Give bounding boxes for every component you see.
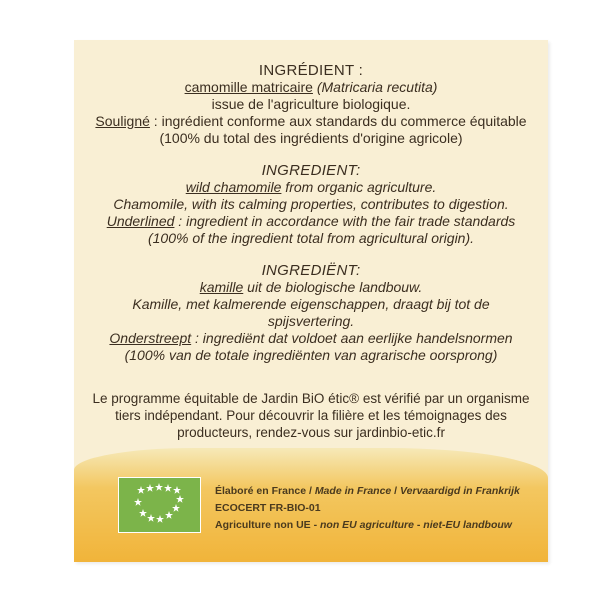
heading-fr: INGRÉDIENT : — [258, 62, 364, 79]
ingredient-line-nl — [74, 279, 548, 296]
ingredient-line-fr — [74, 79, 548, 96]
fair-trade-info — [74, 390, 548, 441]
ingredient-underlined-en: wild chamomile — [185, 179, 282, 195]
dash-1: - — [310, 519, 321, 531]
made-in-fr: Élaboré en France — [215, 485, 307, 497]
ingredient-underlined-fr: camomille matricaire — [184, 79, 313, 95]
made-in-nl: Vervaardigd in Frankrijk — [400, 485, 520, 497]
note-line-fr — [74, 113, 548, 130]
origin-fr: issue de l'agriculture biologique. — [211, 96, 411, 112]
percent-en: (100% of the ingredient total from agricultural origin). — [147, 230, 475, 246]
eu-organic-leaf-logo-icon — [118, 477, 201, 533]
benefit-en: Chamomile, with its calming properties, contributes to digestion. — [113, 196, 509, 212]
note-label-nl: Onderstreept — [109, 330, 192, 346]
made-in-line — [215, 483, 520, 500]
percent-nl: (100% van de totale ingrediënten van agrarische oorsprong) — [124, 347, 498, 363]
note-label-en: Underlined — [106, 213, 175, 229]
leaf-stars — [134, 483, 184, 523]
note-line-nl — [74, 330, 548, 347]
ingredient-block-fr — [74, 62, 548, 147]
info-line-2: tiers indépendant. Pour découvrir la filière et les témoignages des — [115, 408, 507, 423]
ingredient-block-en — [74, 162, 548, 247]
eu-leaf-stars-icon — [119, 478, 199, 531]
agri-fr: Agriculture non UE — [215, 519, 311, 531]
eu-organic-info — [215, 483, 520, 534]
agri-en: non EU agriculture — [320, 519, 414, 531]
info-line-1: Le programme équitable de Jardin BiO étic® est vérifié par un organisme — [92, 391, 530, 406]
made-in-en: Made in France — [314, 485, 392, 497]
ingredient-block-nl — [74, 262, 548, 364]
dash-2: - — [413, 519, 424, 531]
agriculture-origin-line — [215, 517, 520, 534]
ingredient-latin-fr: (Matricaria recutita) — [316, 79, 438, 95]
note-text-fr: : ingrédient conforme aux standards du commerce équitable — [149, 113, 527, 129]
agri-nl: niet-EU landbouw — [423, 519, 512, 531]
tea-pack-back — [74, 40, 548, 562]
separator-1: / — [306, 485, 315, 497]
note-text-nl: : ingrediënt dat voldoet aan eerlijke handelsnormen — [191, 330, 513, 346]
certifier-code: ECOCERT FR-BIO-01 — [215, 502, 321, 514]
ingredient-rest-nl: uit de biologische landbouw. — [243, 279, 423, 295]
note-line-en — [74, 213, 548, 230]
benefit-nl-2: spijsvertering. — [267, 313, 355, 329]
heading-nl: INGREDIËNT: — [261, 262, 361, 279]
percent-fr: (100% du total des ingrédients d'origine agricole) — [159, 130, 463, 146]
ingredient-rest-en: from organic agriculture. — [281, 179, 437, 195]
ingredient-underlined-nl: kamille — [199, 279, 244, 295]
info-line-3: producteurs, rendez-vous sur jardinbio-etic.fr — [177, 425, 445, 440]
separator-2: / — [391, 485, 401, 497]
benefit-nl-1: Kamille, met kalmerende eigenschappen, draagt bij tot de — [132, 296, 490, 312]
ingredient-line-en — [74, 179, 548, 196]
note-text-en: : ingredient in accordance with the fair trade standards — [174, 213, 516, 229]
heading-en: INGREDIENT: — [261, 162, 361, 179]
note-label-fr: Souligné — [95, 113, 150, 129]
